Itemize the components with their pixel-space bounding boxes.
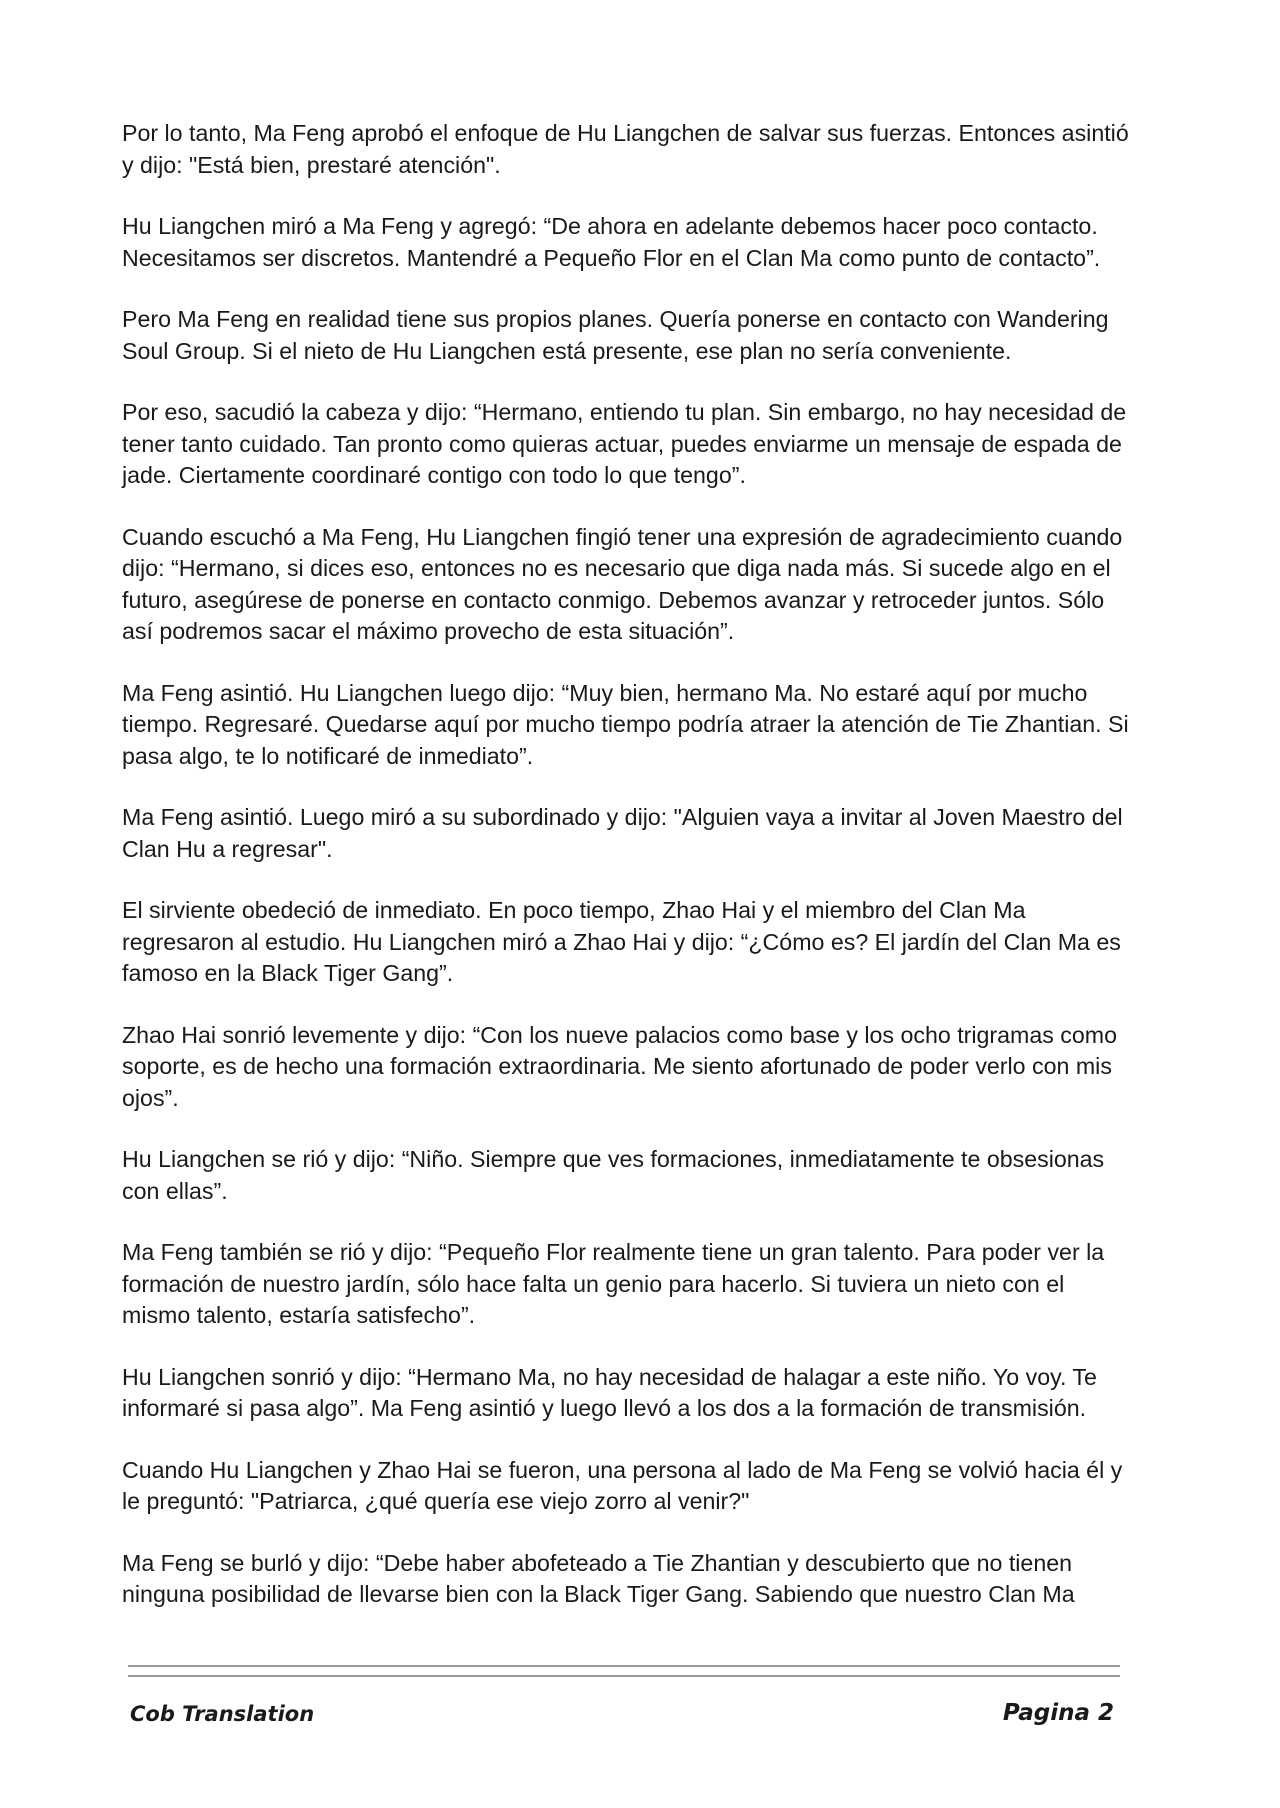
footer-page-number: Pagina 2	[1002, 1700, 1114, 1726]
paragraph: Cuando Hu Liangchen y Zhao Hai se fueron, una persona al lado de Ma Feng se volvió hacia él y le preguntó: "Patriarca, ¿qué quería ese viejo zorro al venir?"	[122, 1456, 1123, 1514]
paragraph: Ma Feng también se rió y dijo: “Pequeño Flor realmente tiene un gran talento. Para poder ver la formación de nuestro jardín, sólo hace falta un genio para hacerlo. Si tuviera un nieto con el mismo talento, estaría satisfecho”.	[122, 1239, 1105, 1328]
paragraph: El sirviente obedeció de inmediato. En poco tiempo, Zhao Hai y el miembro del Clan Ma regresaron al estudio. Hu Liangchen miró a Zhao Hai y dijo: “¿Cómo es? El jardín del Clan Ma es famoso en la Black Tiger Gang”.	[122, 897, 1121, 986]
paragraph: Zhao Hai sonrió levemente y dijo: “Con los nueve palacios como base y los ocho trigramas como soporte, es de hecho una formación extraordinaria. Me siento afortunado de poder verlo con mis ojos”.	[122, 1021, 1117, 1111]
paragraph: Hu Liangchen sonrió y dijo: “Hermano Ma, no hay necesidad de halagar a este niño. Yo voy. Te informaré si pasa algo”. Ma Feng asintió y luego llevó a los dos a la formación de transmisión.	[122, 1363, 1097, 1421]
paragraph: Hu Liangchen se rió y dijo: “Niño. Siempre que ves formaciones, inmediatamente te obsesionas con ellas”.	[122, 1146, 1105, 1204]
paragraph: Hu Liangchen miró a Ma Feng y agregó: “De ahora en adelante debemos hacer poco contacto. Necesitamos ser discretos. Mantendré a Pequeño Flor en el Clan Ma como punto de contacto”.	[122, 213, 1101, 271]
paragraph: Ma Feng asintió. Luego miró a su subordinado y dijo: "Alguien vaya a invitar al Joven Maestro del Clan Hu a regresar".	[122, 804, 1123, 862]
paragraph: Por eso, sacudió la cabeza y dijo: “Hermano, entiendo tu plan. Sin embargo, no hay necesidad de tener tanto cuidado. Tan pronto como quieras actuar, puedes enviarme un mensaje de espada de jade. Ciertamente coordinaré contigo con todo lo que tengo”.	[122, 399, 1127, 488]
footer-translator-credit: Cob Translation	[130, 1702, 315, 1726]
paragraph: Por lo tanto, Ma Feng aprobó el enfoque de Hu Liangchen de salvar sus fuerzas. Entonces asintió y dijo: "Está bien, prestaré atención".	[122, 120, 1129, 178]
paragraph: Pero Ma Feng en realidad tiene sus propios planes. Quería ponerse en contacto con Wandering Soul Group. Si el nieto de Hu Liangchen está presente, ese plan no sería conveniente.	[122, 306, 1109, 364]
paragraph: Ma Feng asintió. Hu Liangchen luego dijo: “Muy bien, hermano Ma. No estaré aquí por mucho tiempo. Regresaré. Quedarse aquí por mucho tiempo podría atraer la atención de Tie Zhantian. Si pasa algo, te lo notificaré de inmediato”.	[122, 679, 1129, 769]
body-text	[122, 118, 1132, 1641]
footer-divider	[128, 1665, 1120, 1667]
paragraph: Ma Feng se burló y dijo: “Debe haber abofeteado a Tie Zhantian y descubierto que no tienen ninguna posibilidad de llevarse bien con la Black Tiger Gang. Sabiendo que nuestro Clan Ma	[122, 1549, 1075, 1607]
paragraph: Cuando escuchó a Ma Feng, Hu Liangchen fingió tener una expresión de agradecimiento cuando dijo: “Hermano, si dices eso, entonces no es necesario que diga nada más. Si sucede algo en el futuro, asegúrese de ponerse en contacto conmigo. Debemos avanzar y retroceder juntos. Sólo así podremos sacar el máximo provecho de esta situación”.	[122, 523, 1123, 644]
footer-divider	[128, 1675, 1120, 1677]
